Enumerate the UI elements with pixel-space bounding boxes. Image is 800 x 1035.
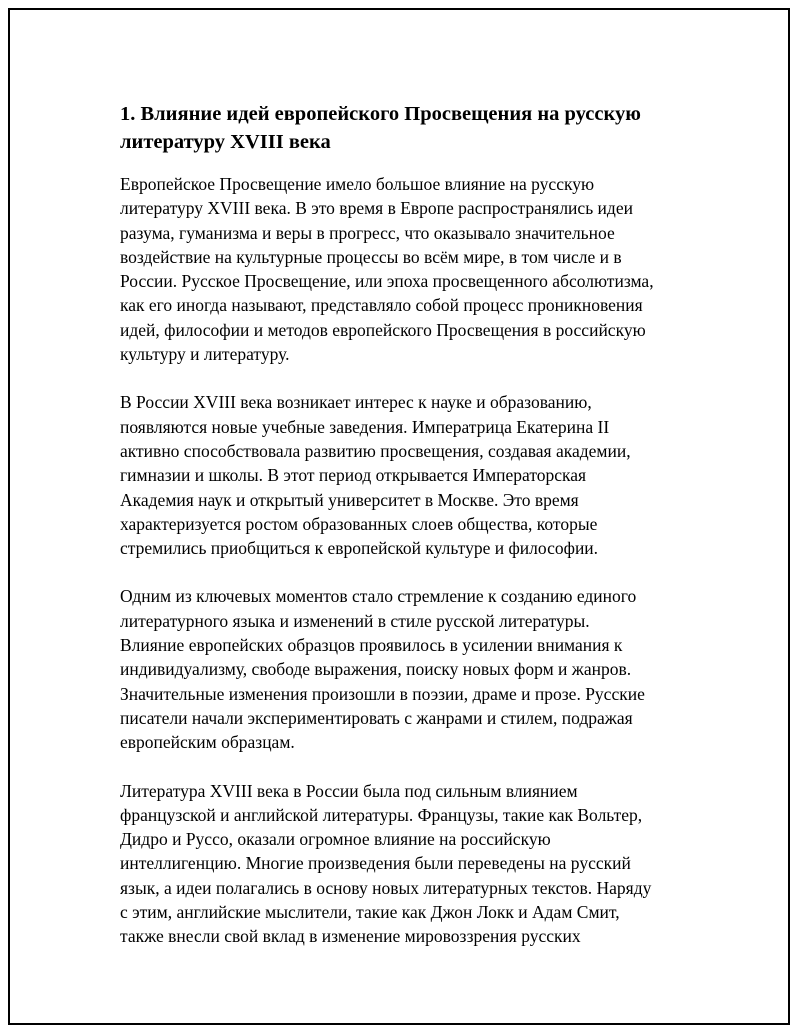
paragraph-2: В России XVIII века возникает интерес к науке и образованию, появляются новые учебные заведения. Императрица Екатерина II активно способствовала развитию просвещения, создавая академии, гимназии и школы. В этот период открывается Императорская Академия наук и открытый университет в Москве. Это время характеризуется ростом образованных слоев общества, которые стремились приобщиться к европейской культуре и философии.	[120, 392, 631, 559]
paragraph-3: Одним из ключевых моментов стало стремление к созданию единого литературного языка и изменений в стиле русской литературы. Влияние европейских образцов проявилось в усилении внимания к индивидуализму, свободе выражения, поиску новых форм и жанров. Значительные изменения произошли в поэзии, драме и прозе. Русские писатели начали экспериментировать с жанрами и стилем, подражая европейским образцам.	[120, 586, 645, 753]
document-page	[8, 8, 790, 1025]
paragraph-1: Европейское Просвещение имело большое влияние на русскую литературу XVIII века. В это время в Европе распространялись идеи разума, гуманизма и веры в прогресс, что оказывало значительное воздействие на культурные процессы во всём мире, в том числе и в России. Русское Просвещение, или эпоха просвещенного абсолютизма, как его иногда называют, представляло собой процесс проникновения идей, философии и методов европейского Просвещения в российскую культуру и литературу.	[120, 174, 654, 365]
document-body	[120, 100, 700, 973]
section-heading: 1. Влияние идей европейского Просвещения на русскую литературу XVIII века	[120, 103, 641, 153]
paragraph-4: Литература XVIII века в России была под сильным влиянием французской и английской литературы. Французы, такие как Вольтер, Дидро и Руссо, оказали огромное влияние на российскую интеллигенцию. Многие произведения были переведены на русский язык, а идеи полагались в основу новых литературных текстов. Наряду с этим, английские мыслители, такие как Джон Локк и Адам Смит, также внесли свой вклад в изменение мировоззрения русских	[120, 780, 652, 947]
